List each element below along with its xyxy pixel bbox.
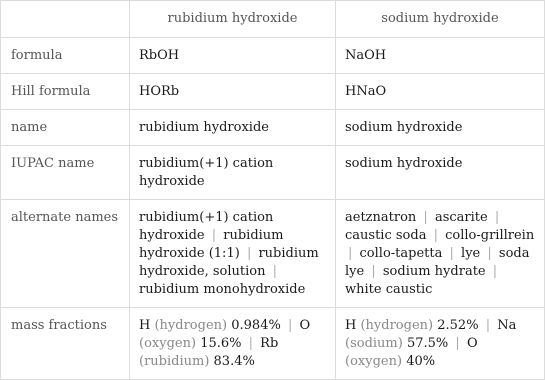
hill-formula-rubidium-hydroxide: HORb bbox=[130, 74, 336, 110]
element-symbol: Rb bbox=[260, 336, 279, 351]
element-symbol: H bbox=[345, 318, 357, 333]
fraction-value: 57.5% bbox=[406, 336, 449, 351]
list-separator: | bbox=[492, 264, 498, 279]
hill-formula-sodium-hydroxide: HNaO bbox=[336, 74, 545, 110]
list-separator: | bbox=[272, 264, 277, 279]
element-symbol: O bbox=[466, 336, 478, 351]
fraction-value: 2.52% bbox=[437, 318, 479, 333]
fraction-value: 83.4% bbox=[213, 354, 255, 369]
alternate-name: lye bbox=[461, 246, 481, 261]
element-name: (rubidium) bbox=[139, 354, 210, 369]
name-row bbox=[1, 110, 545, 146]
list-separator: | bbox=[487, 246, 492, 261]
iupac-name-rubidium-hydroxide: rubidium(+1) cation hydroxide bbox=[130, 146, 336, 200]
element-symbol: Na bbox=[497, 318, 517, 333]
hill-formula-row bbox=[1, 74, 545, 110]
element-symbol: O bbox=[299, 318, 311, 333]
list-separator: | bbox=[287, 318, 293, 333]
element-name: (sodium) bbox=[345, 336, 403, 351]
alternate-name: rubidium(+1) cation hydroxide bbox=[139, 210, 274, 243]
list-separator: | bbox=[371, 264, 376, 279]
element-name: (oxygen) bbox=[139, 336, 197, 351]
row-label-alternate-names: alternate names bbox=[1, 200, 130, 308]
element-name: (hydrogen) bbox=[360, 318, 434, 333]
fraction-value: 15.6% bbox=[200, 336, 242, 351]
column-header-sodium-hydroxide: sodium hydroxide bbox=[336, 1, 545, 38]
header-row bbox=[1, 1, 545, 38]
list-separator: | bbox=[449, 246, 454, 261]
element-name: (hydrogen) bbox=[154, 318, 228, 333]
list-separator: | bbox=[246, 246, 252, 261]
list-separator: | bbox=[348, 246, 353, 261]
alternate-name: rubidium hydroxide (1:1) bbox=[139, 228, 284, 261]
mass-fractions-rubidium-hydroxide bbox=[130, 308, 336, 380]
alternate-name: white caustic bbox=[345, 282, 433, 297]
row-label-iupac-name: IUPAC name bbox=[1, 146, 130, 200]
alternate-name: ascarite bbox=[434, 210, 488, 225]
list-separator: | bbox=[423, 210, 428, 225]
name-rubidium-hydroxide: rubidium hydroxide bbox=[130, 110, 336, 146]
iupac-name-sodium-hydroxide: sodium hydroxide bbox=[336, 146, 545, 200]
row-label-formula: formula bbox=[1, 38, 130, 74]
alternate-names-sodium-hydroxide bbox=[336, 200, 545, 308]
alternate-name: sodium hydrate bbox=[382, 264, 486, 279]
list-separator: | bbox=[248, 336, 254, 351]
fraction-value: 0.984% bbox=[231, 318, 281, 333]
fraction-value: 40% bbox=[406, 354, 436, 369]
element-name: (oxygen) bbox=[345, 354, 403, 369]
list-separator: | bbox=[211, 228, 217, 243]
row-label-mass-fractions: mass fractions bbox=[1, 308, 130, 380]
alternate-name: rubidium hydroxide, solution bbox=[139, 246, 319, 279]
list-separator: | bbox=[433, 228, 438, 243]
name-sodium-hydroxide: sodium hydroxide bbox=[336, 110, 545, 146]
alternate-name: soda lye bbox=[345, 246, 530, 279]
formula-rubidium-hydroxide: RbOH bbox=[130, 38, 336, 74]
row-label-name: name bbox=[1, 110, 130, 146]
alternate-name: collo-grillrein bbox=[445, 228, 535, 243]
element-symbol: H bbox=[139, 318, 151, 333]
mass-fractions-row bbox=[1, 308, 545, 380]
list-separator: | bbox=[455, 336, 460, 351]
iupac-name-row bbox=[1, 146, 545, 200]
formula-sodium-hydroxide: NaOH bbox=[336, 38, 545, 74]
alternate-names-rubidium-hydroxide bbox=[130, 200, 336, 308]
mass-fractions-sodium-hydroxide bbox=[336, 308, 545, 380]
alternate-names-row bbox=[1, 200, 545, 308]
corner-cell bbox=[1, 1, 130, 38]
list-separator: | bbox=[485, 318, 491, 333]
alternate-name: caustic soda bbox=[345, 228, 427, 243]
row-label-hill-formula: Hill formula bbox=[1, 74, 130, 110]
list-separator: | bbox=[494, 210, 500, 225]
alternate-name: aetznatron bbox=[345, 210, 417, 225]
column-header-rubidium-hydroxide: rubidium hydroxide bbox=[130, 1, 336, 38]
alternate-name: collo-tapetta bbox=[359, 246, 443, 261]
alternate-name: rubidium monohydroxide bbox=[139, 282, 306, 297]
mass-fraction-entry bbox=[345, 318, 479, 333]
formula-row bbox=[1, 38, 545, 74]
mass-fraction-entry bbox=[139, 318, 281, 333]
